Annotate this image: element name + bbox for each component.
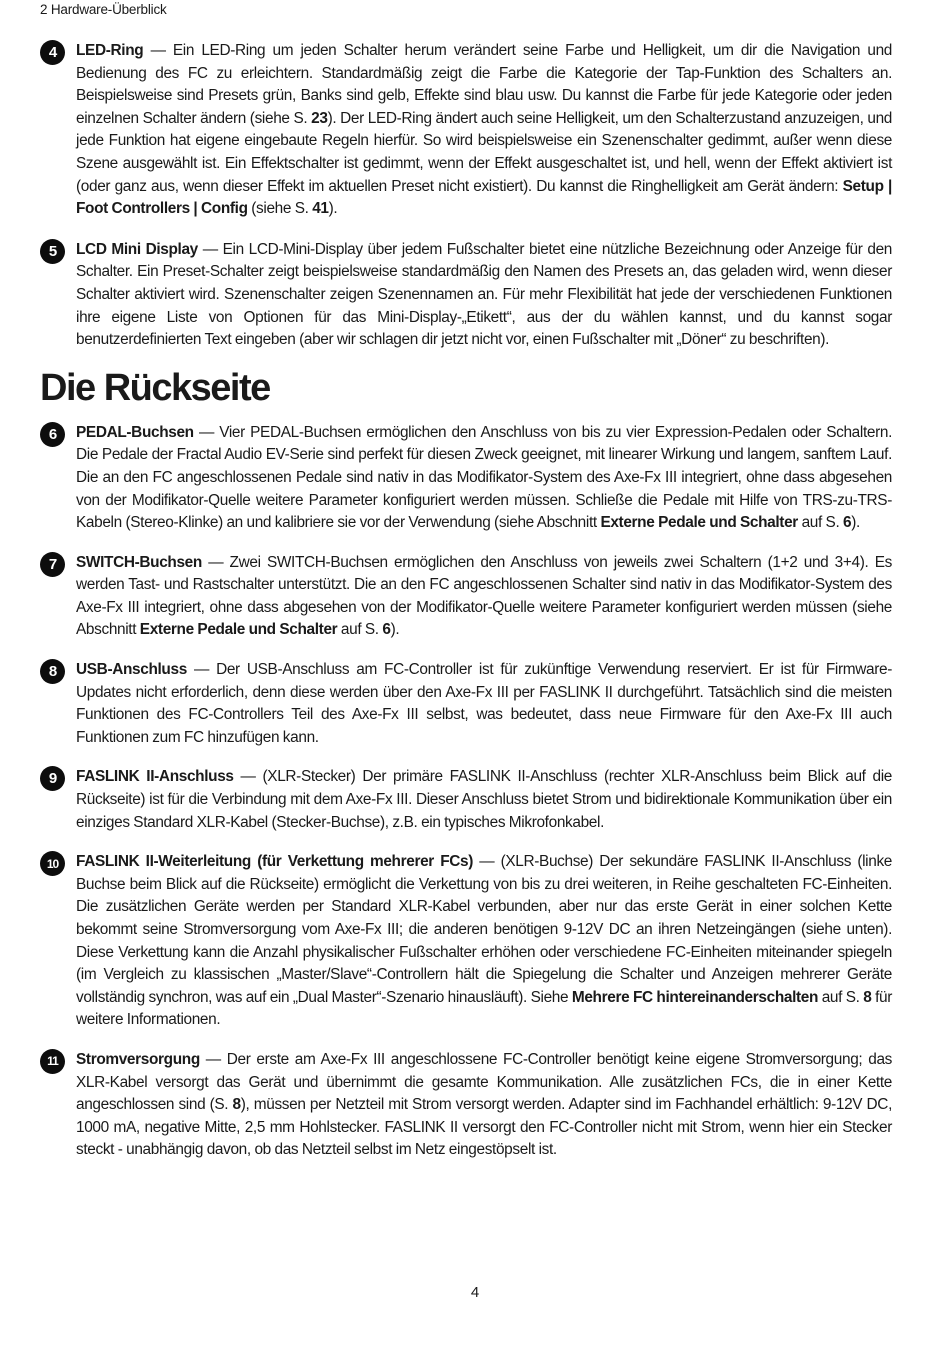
item-description: Stromversorgung — Der erste am Axe-Fx III angeschlossene FC-Controller benötigt keine eigene Stromversorgung; das XLR-Kabel versorgt das Gerät und übernimmt die gesamte Kommunikation. Alle zusätzlichen FCs, die in einer Kette angeschlossen sind (S. 8), müssen per Netzteil mit Strom versorgt werden. Adapter sind im Fachhandel erhältlich: 9-12V DC, 1000 mA, negative Mitte, 2,5 mm Hohlstecker. FASLINK II versorgt den FC-Controller nicht mit Strom, wenn hier ein Stecker steckt - unabhängig davon, ob das Netzteil selbst im Netz eingestöpselt ist.	[76, 1050, 892, 1159]
section-reference: Externe Pedale und Schalter	[600, 514, 798, 532]
page-reference: 8	[863, 988, 872, 1006]
callout-number-badge: 5	[40, 239, 65, 264]
item-description: LCD Mini Display — Ein LCD-Mini-Display über jedem Fußschalter bietet eine nützliche Bezeichnung oder Anzeige für den Schalter. Ein Preset-Schalter zeigt beispielsweise standardmäßig den Namen des Presets an, das geladen wird, wenn dieser Schalter aktiviert wird. Szenenschalter zeigen Szenennamen an. Für mehr Flexibilität hat jede der verschiedenen Funktionen ihre eigene Liste von Optionen für das Mini-Display-„Etikett“, aus der du wählen kannst, und du kannst sogar benutzerdefinierten Text eingeben (aber wir schlagen dir jetzt nicht vor, einen Fußschalter mit „Döner“ zu beschriften).	[76, 240, 892, 349]
feature-item-faslink-thru	[40, 851, 892, 1032]
running-head: 2 Hardware-Überblick	[40, 2, 167, 17]
page-reference: 41	[312, 200, 329, 218]
menu-path: Setup | Foot Controllers | Config	[76, 177, 892, 218]
feature-item-led-ring	[40, 40, 892, 221]
callout-number-badge: 6	[40, 422, 65, 447]
feature-item-switch-jacks	[40, 552, 892, 642]
section-heading: Die Rückseite	[40, 366, 270, 409]
item-description: PEDAL-Buchsen — Vier PEDAL-Buchsen ermöglichen den Anschluss von bis zu vier Expression-Pedalen oder Schaltern. Die Pedale der Fractal Audio EV-Serie sind perfekt für diesen Zweck geeignet, mit linearer Wirkung und langem, sanftem Lauf. Die an den FC angeschlossenen Pedale sind nativ in das Modifikator-System des Axe-Fx III integriert, ohne dass abgesehen von der Modifikator-Quelle weitere Parameter konfiguriert werden müssen. Schließe die Pedale mit Hilfe von TRS-zu-TRS-Kabeln (Stereo-Klinke) an und kalibriere sie vor der Verwendung (siehe Abschnitt Externe Pedale und Schalter auf S. 6).	[76, 423, 892, 532]
item-title: FASLINK II-Anschluss	[76, 768, 234, 786]
page-reference: 8	[232, 1096, 241, 1114]
page-number: 4	[470, 1284, 480, 1301]
page-reference: 23	[311, 109, 328, 127]
feature-item-pedal-jacks	[40, 422, 892, 535]
feature-item-lcd-mini-display	[40, 239, 892, 352]
feature-item-faslink-port	[40, 766, 892, 834]
page-reference: 6	[382, 621, 391, 639]
item-title: Stromversorgung	[76, 1050, 200, 1068]
callout-number-badge: 7	[40, 552, 65, 577]
item-title: LED-Ring	[76, 42, 144, 59]
section-reference: Externe Pedale und Schalter	[139, 621, 338, 639]
callout-number-badge: 11	[40, 1049, 65, 1074]
item-description: FASLINK II-Anschluss — (XLR-Stecker) Der primäre FASLINK II-Anschluss (rechter XLR-Anschluss beim Blick auf die Rückseite) ist für die Verbindung mit dem Axe-Fx III. Dieser Anschluss bietet Strom und bidirektionale Kommunikation über ein einziges Standard XLR-Kabel (Stecker-Buchse), z.B. ein typisches Mikrofonkabel.	[76, 768, 892, 831]
callout-number-badge: 8	[40, 659, 65, 684]
page-reference: 6	[843, 514, 852, 532]
feature-item-power-supply	[40, 1049, 892, 1162]
section-reference: Mehrere FC hintereinanderschalten	[571, 988, 819, 1006]
item-description: USB-Anschluss — Der USB-Anschluss am FC-Controller ist für zukünftige Verwendung reserviert. Er ist für Firmware-Updates nicht erforderlich, denn diese werden über den Axe-Fx III per FASLINK II durchgeführt. Tatsächlich sind die meisten Funktionen des FC-Controllers Teil des Axe-Fx III selbst, was bedeutet, dass neue Firmware für den Axe-Fx III auch Funktionen zum FC hinzufügen kann.	[76, 661, 892, 746]
item-title: SWITCH-Buchsen	[76, 553, 202, 571]
callout-number-badge: 10	[40, 851, 65, 876]
item-description: LED-Ring — Ein LED-Ring um jeden Schalter herum verändert seine Farbe und Helligkeit, um dir die Navigation und Bedienung des FC zu erleichtern. Standardmäßig zeigt die Farbe die Kategorie der Tap-Funktion des Schalters an. Beispielsweise sind Presets grün, Banks sind gelb, Effekte sind blau usw. Du kannst die Farbe für jede Kategorie oder jeden einzelnen Schalter ändern (siehe S. 23). Der LED-Ring ändert auch seine Helligkeit, um den Schalterzustand anzuzeigen, und jede Funktion hat eigene eingebaute Regeln hierfür. So wird beispielsweise ein Szenenschalter gedimmt, außer wenn diese Szene ausgewählt ist. Ein Effektschalter ist gedimmt, wenn der Effekt ausgeschaltet ist, und hell, wenn der Effekt aktiviert ist (oder ganz aus, wenn dieser Effekt im aktuellen Preset nicht existiert). Du kannst die Ringhelligkeit am Gerät ändern: Setup | Foot Controllers | Config (siehe S. 41).	[76, 42, 893, 218]
item-title: USB-Anschluss	[76, 661, 187, 679]
feature-item-usb-port	[40, 659, 892, 749]
callout-number-badge: 4	[40, 40, 65, 65]
callout-number-badge: 9	[40, 766, 65, 791]
item-title: LCD Mini Display	[76, 240, 198, 258]
page-content	[40, 40, 892, 1162]
item-description: FASLINK II-Weiterleitung (für Verkettung mehrerer FCs) — (XLR-Buchse) Der sekundäre FASLINK II-Anschluss (linke Buchse beim Blick auf die Rückseite) ermöglicht die Verkettung von bis zu drei weiteren, in Reihe geschalteten FC-Einheiten. Die zusätzlichen Geräte werden per Standard XLR-Kabel verbunden, aber nur das erste Gerät in einer solchen Kette bekommt seine Stromversorgung vom Axe-Fx III; die anderen benötigen 9-12V DC an ihren Netzeingängen (siehe unten). Diese Verkettung kann die Anzahl physikalischer Fußschalter erhöhen oder verschiedene FC-Einheiten miteinander spiegeln (im Vergleich zu klassischen „Master/Slave“-Controllern hält die Spiegelung die Schalter und Anzeigen mehrerer Geräte vollständig synchron, was auf ein „Dual Master“-Szenario hinausläuft). Siehe Mehrere FC hintereinanderschalten auf S. 8 für weitere Informationen.	[76, 853, 893, 1029]
item-description: SWITCH-Buchsen — Zwei SWITCH-Buchsen ermöglichen den Anschluss von jeweils zwei Schaltern (1+2 und 3+4). Es werden Tast- und Rastschalter unterstützt. Die an den FC angeschlossenen Schalter sind nativ in das Modifikator-System des Axe-Fx III integriert, ohne dass abgesehen von der Modifikator-Quelle weitere Parameter konfiguriert werden müssen (siehe Abschnitt Externe Pedale und Schalter auf S. 6).	[76, 553, 892, 639]
item-title: PEDAL-Buchsen	[76, 423, 194, 441]
item-title: FASLINK II-Weiterleitung (für Verkettung mehrerer FCs)	[76, 853, 474, 871]
